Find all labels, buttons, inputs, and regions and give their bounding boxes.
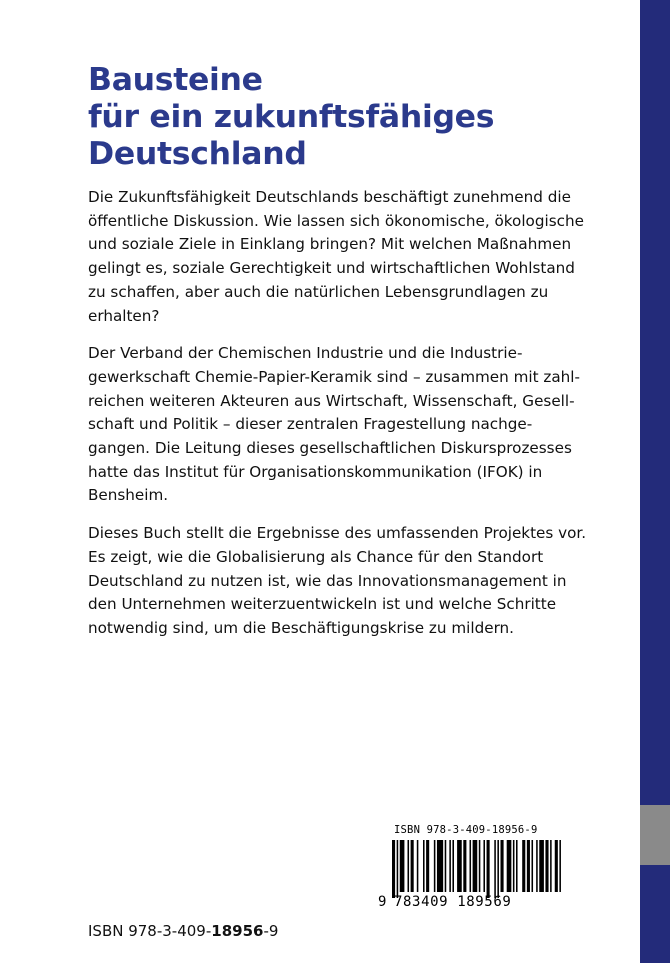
text-line: hatte das Institut für Organisationskommunikation (IFOK) in	[88, 462, 543, 481]
barcode-bar	[527, 840, 530, 892]
barcode-bar	[516, 840, 518, 892]
text-line: Der Verband der Chemischen Industrie und die Industrie-	[88, 344, 523, 363]
barcode-bar	[426, 840, 429, 892]
cover-spine-band	[640, 0, 670, 963]
title-line-1: Bausteine	[88, 62, 263, 98]
barcode-bar	[473, 840, 478, 892]
barcode-bar	[411, 840, 414, 892]
text-line: Es zeigt, wie die Globalisierung als Chance für den Standort	[88, 547, 544, 566]
barcode-bar	[437, 840, 443, 892]
blurb-paragraph-1	[88, 186, 640, 328]
barcode-bar	[423, 840, 425, 892]
text-line: schaft und Politik – dieser zentralen Fragestellung nachge-	[88, 415, 533, 434]
barcode-bar	[545, 840, 548, 892]
barcode-bar	[417, 840, 419, 892]
barcode-bars	[378, 840, 564, 898]
text-line: zu schaffen, aber auch die natürlichen Lebensgrundlagen zu	[88, 282, 549, 301]
barcode-isbn-label: ISBN 978-3-409-18956-9	[394, 824, 538, 836]
text-line: und soziale Ziele in Einklang bringen? Mit welchen Maßnahmen	[88, 235, 572, 254]
barcode-bar	[559, 840, 561, 892]
text-line: reichen weiteren Akteuren aus Wirtschaft, Wissenschaft, Gesell-	[88, 391, 575, 410]
isbn-prefix: ISBN 978-3-409-	[88, 922, 212, 940]
blurb-paragraph-3	[88, 522, 640, 641]
barcode-bar	[483, 840, 485, 892]
text-line: notwendig sind, um die Beschäftigungskrise zu mildern.	[88, 618, 514, 637]
barcode-bar	[536, 840, 538, 892]
isbn-suffix: -9	[263, 922, 279, 940]
barcode-bar	[479, 840, 481, 892]
text-line: Bensheim.	[88, 486, 169, 505]
spine-gray-block	[640, 805, 670, 865]
text-line: Die Zukunftsfähigkeit Deutschlands beschäftigt zunehmend die	[88, 188, 571, 206]
barcode-bar	[449, 840, 451, 892]
barcode-bar	[392, 840, 395, 898]
text-line: Dieses Buch stellt die Ergebnisse des umfassenden Projektes vor.	[88, 524, 587, 543]
book-title	[88, 62, 628, 173]
barcode-bar	[434, 840, 436, 892]
text-line: gelingt es, soziale Gerechtigkeit und wirtschaftlichen Wohlstand	[88, 259, 575, 278]
barcode-bar	[513, 840, 515, 892]
barcode-remaining-digits: 783409 189569	[394, 894, 512, 910]
barcode-bar	[539, 840, 544, 892]
barcode-bar	[457, 840, 462, 892]
barcode-bar	[522, 840, 525, 892]
barcode-bar	[532, 840, 534, 892]
title-line-3: Deutschland	[88, 136, 307, 172]
barcode-bar	[463, 840, 466, 892]
barcode-bar	[494, 840, 496, 898]
barcode-bar	[445, 840, 447, 892]
text-line: gangen. Die Leitung dieses gesellschaftlichen Diskursprozesses	[88, 439, 572, 458]
barcode-bar	[550, 840, 552, 892]
text-line: öffentliche Diskussion. Wie lassen sich ökonomische, ökologische	[88, 211, 584, 230]
barcode-bar	[452, 840, 454, 892]
barcode-bar	[408, 840, 410, 892]
barcode-bar	[497, 840, 499, 898]
text-line: erhalten?	[88, 306, 160, 325]
barcode-bar	[400, 840, 405, 892]
barcode-first-digit: 9	[378, 894, 388, 910]
barcode-bar	[501, 840, 504, 892]
text-line: gewerkschaft Chemie-Papier-Keramik sind – zusammen mit zahl-	[88, 367, 580, 386]
barcode-bar	[487, 840, 490, 898]
text-line: den Unternehmen weiterzuentwickeln ist und welche Schritte	[88, 595, 557, 614]
isbn-footer	[88, 922, 278, 940]
barcode-bar	[397, 840, 399, 898]
title-line-2: für ein zukunftsfähiges	[88, 99, 495, 135]
barcode-bar	[555, 840, 558, 892]
blurb-paragraph-2	[88, 342, 640, 508]
isbn-bold-part: 18956	[211, 922, 264, 940]
blurb-text	[88, 186, 640, 655]
barcode-bar	[470, 840, 472, 892]
barcode-bar	[507, 840, 512, 892]
text-line: Deutschland zu nutzen ist, wie das Innovationsmanagement in	[88, 571, 567, 590]
barcode	[378, 824, 564, 916]
